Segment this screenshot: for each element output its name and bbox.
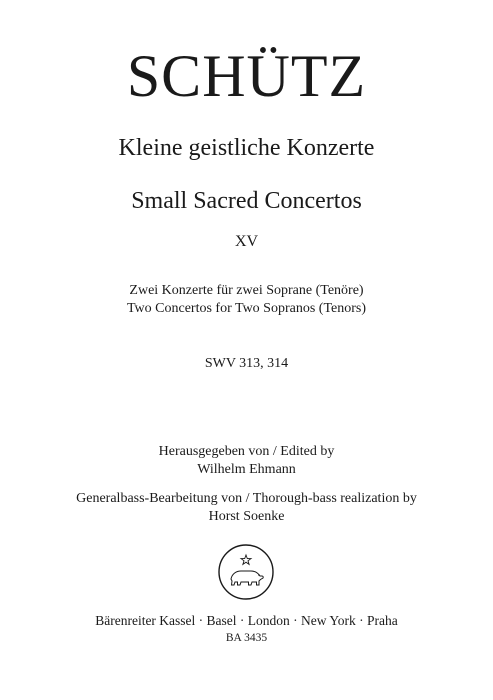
order-number: BA 3435 [225, 632, 268, 644]
realization-label: Generalbass-Bearbeitung von / Thorough-bass realization by [76, 491, 417, 506]
subtitle-english: Two Concertos for Two Sopranos (Tenors) [126, 301, 367, 316]
volume-number: XV [234, 233, 259, 250]
composer-name: SCHÜTZ [126, 43, 367, 109]
title-english: Small Sacred Concertos [131, 188, 362, 214]
realizer-name: Horst Soenke [208, 509, 285, 524]
catalog-number: SWV 313, 314 [204, 356, 289, 371]
publisher-line: Bärenreiter Kassel · Basel · London · New York · Praha [95, 613, 398, 628]
editor-name: Wilhelm Ehmann [197, 462, 296, 477]
subtitle-german: Zwei Konzerte für zwei Soprane (Tenöre) [129, 283, 364, 298]
edited-by-label: Herausgegeben von / Edited by [158, 444, 335, 459]
baerenreiter-bear-logo-icon [217, 543, 275, 601]
title-german: Kleine geistliche Konzerte [118, 135, 375, 161]
